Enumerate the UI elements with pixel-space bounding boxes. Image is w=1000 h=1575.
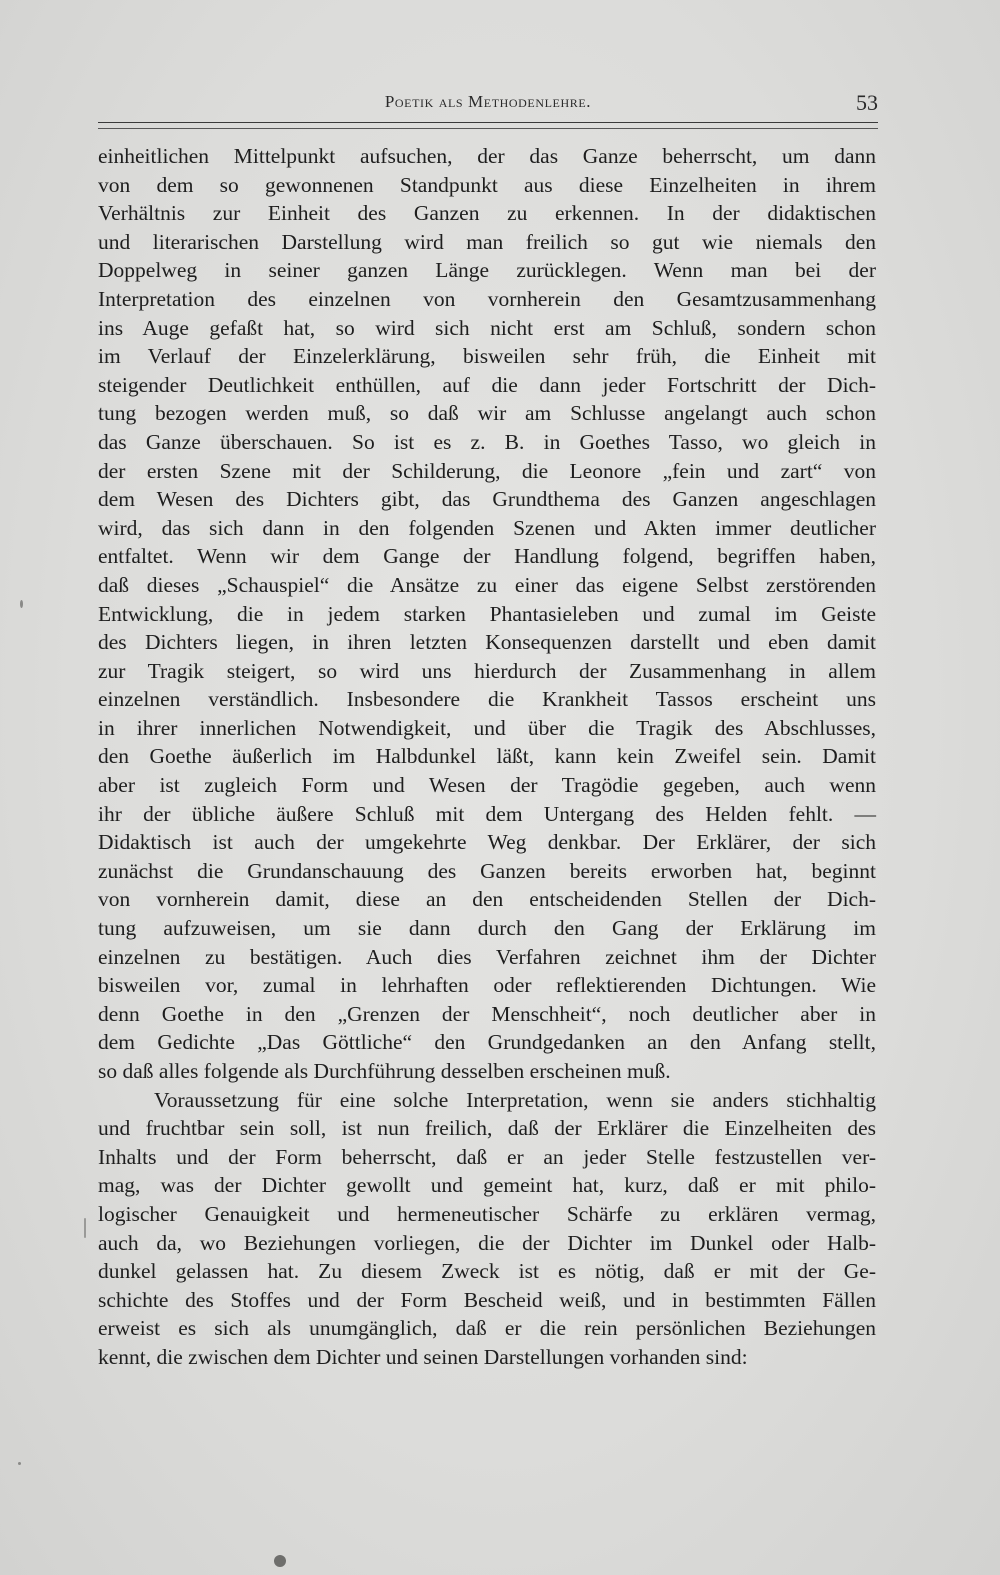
- text-line: der ersten Szene mit der Schilderung, die Leonore „fein und zart“ von: [98, 458, 876, 483]
- paper-speck: [274, 1555, 286, 1567]
- text-line: daß dieses „Schauspiel“ die Ansätze zu einer das eigene Selbst zerstörenden: [98, 572, 876, 597]
- text-line: bisweilen vor, zumal in lehrhaften oder reflektierenden Dichtungen. Wie: [98, 973, 876, 998]
- text-line: von vornherein damit, diese an den entscheidenden Stellen der Dich-: [98, 887, 876, 912]
- text-line: des Dichters liegen, in ihren letzten Konsequenzen darstellt und eben damit: [98, 630, 876, 655]
- text-line: ihr der übliche äußere Schluß mit dem Untergang des Helden fehlt. —: [98, 801, 876, 826]
- text-line: einzelnen zu bestätigen. Auch dies Verfahren zeichnet ihm der Dichter: [98, 944, 876, 969]
- header-rule: [98, 122, 878, 129]
- paragraph: [98, 142, 876, 1086]
- text-line: auch da, wo Beziehungen vorliegen, die der Dichter im Dunkel oder Halb-: [98, 1230, 876, 1255]
- text-line: Interpretation des einzelnen von vornherein den Gesamtzusammenhang: [98, 286, 876, 311]
- text-line: erweist es sich als unumgänglich, daß er die rein persönlichen Beziehungen: [98, 1316, 876, 1341]
- text-line: zur Tragik steigert, so wird uns hierdurch der Zusammenhang in allem: [98, 658, 876, 683]
- text-line: einheitlichen Mittelpunkt aufsuchen, der das Ganze beherrscht, um dann: [98, 144, 876, 168]
- text-line: aber ist zugleich Form und Wesen der Tragödie gegeben, auch wenn: [98, 773, 876, 798]
- paper-speck: [20, 600, 23, 608]
- text-line: Entwicklung, die in jedem starken Phantasieleben und zumal im Geiste: [98, 601, 876, 626]
- text-line: den Goethe äußerlich im Halbdunkel läßt, kann kein Zweifel sein. Damit: [98, 744, 876, 769]
- text-line: einzelnen verständlich. Insbesondere die Krankheit Tassos erscheint uns: [98, 687, 876, 712]
- paper-speck: [84, 1218, 86, 1238]
- text-line: in ihrer innerlichen Notwendigkeit, und über die Tragik des Abschlusses,: [98, 715, 876, 740]
- text-line: Didaktisch ist auch der umgekehrte Weg denkbar. Der Erklärer, der sich: [98, 830, 876, 855]
- text-line: von dem so gewonnenen Standpunkt aus diese Einzelheiten in ihrem: [98, 172, 876, 197]
- text-line: Doppelweg in seiner ganzen Länge zurücklegen. Wenn man bei der: [98, 258, 876, 283]
- running-title: Poetik als Methodenlehre.: [384, 92, 592, 111]
- page-number: 53: [856, 90, 878, 115]
- text-line: entfaltet. Wenn wir dem Gange der Handlung folgend, begriffen haben,: [98, 544, 876, 569]
- text-line: im Verlauf der Einzelerklärung, bisweilen sehr früh, die Einheit mit: [98, 344, 876, 369]
- text-line: tung aufzuweisen, um sie dann durch den Gang der Erklärung im: [98, 916, 876, 941]
- page-header: [98, 90, 878, 120]
- text-line: und fruchtbar sein soll, ist nun freilich, daß der Erklärer die Einzelheiten des: [98, 1116, 876, 1141]
- text-line: mag, was der Dichter gewollt und gemeint hat, kurz, daß er mit philo-: [98, 1173, 876, 1198]
- text-line: ins Auge gefaßt hat, so wird sich nicht erst am Schluß, sondern schon: [98, 315, 876, 340]
- text-line: schichte des Stoffes und der Form Bescheid weiß, und in bestimmten Fällen: [98, 1287, 876, 1312]
- text-line: dunkel gelassen hat. Zu diesem Zweck ist es nötig, daß er mit der Ge-: [98, 1259, 876, 1284]
- text-line: und literarischen Darstellung wird man freilich so gut wie niemals den: [98, 229, 876, 254]
- text-line: tung bezogen werden muß, so daß wir am Schlusse angelangt auch schon: [98, 401, 876, 426]
- body-text: [98, 142, 876, 1372]
- text-line: Verhältnis zur Einheit des Ganzen zu erkennen. In der didaktischen: [98, 201, 876, 226]
- text-line: kennt, die zwischen dem Dichter und seinen Darstellungen vorhanden sind:: [98, 1344, 748, 1369]
- text-line: dem Wesen des Dichters gibt, das Grundthema des Ganzen angeschlagen: [98, 487, 876, 512]
- text-line: Inhalts und der Form beherrscht, daß er an jeder Stelle festzustellen ver-: [98, 1144, 876, 1169]
- paper-speck: [18, 1462, 21, 1465]
- text-line: zunächst die Grundanschauung des Ganzen bereits erworben hat, beginnt: [98, 858, 876, 883]
- text-line: logischer Genauigkeit und hermeneutischer Schärfe zu erklären vermag,: [98, 1201, 876, 1226]
- text-line: wird, das sich dann in den folgenden Szenen und Akten immer deutlicher: [98, 515, 876, 540]
- text-line: steigender Deutlichkeit enthüllen, auf die dann jeder Fortschritt der Dich-: [98, 372, 876, 397]
- text-line: dem Gedichte „Das Göttliche“ den Grundgedanken an den Anfang stellt,: [98, 1030, 876, 1055]
- paragraph: [98, 1086, 876, 1372]
- text-line: so daß alles folgende als Durchführung desselben erscheinen muß.: [98, 1059, 671, 1083]
- text-line: denn Goethe in den „Grenzen der Menschheit“, noch deutlicher aber in: [98, 1001, 876, 1026]
- text-line: das Ganze überschauen. So ist es z. B. in Goethes Tasso, wo gleich in: [98, 429, 876, 454]
- text-line: Voraussetzung für eine solche Interpretation, wenn sie anders stichhaltig: [154, 1087, 876, 1112]
